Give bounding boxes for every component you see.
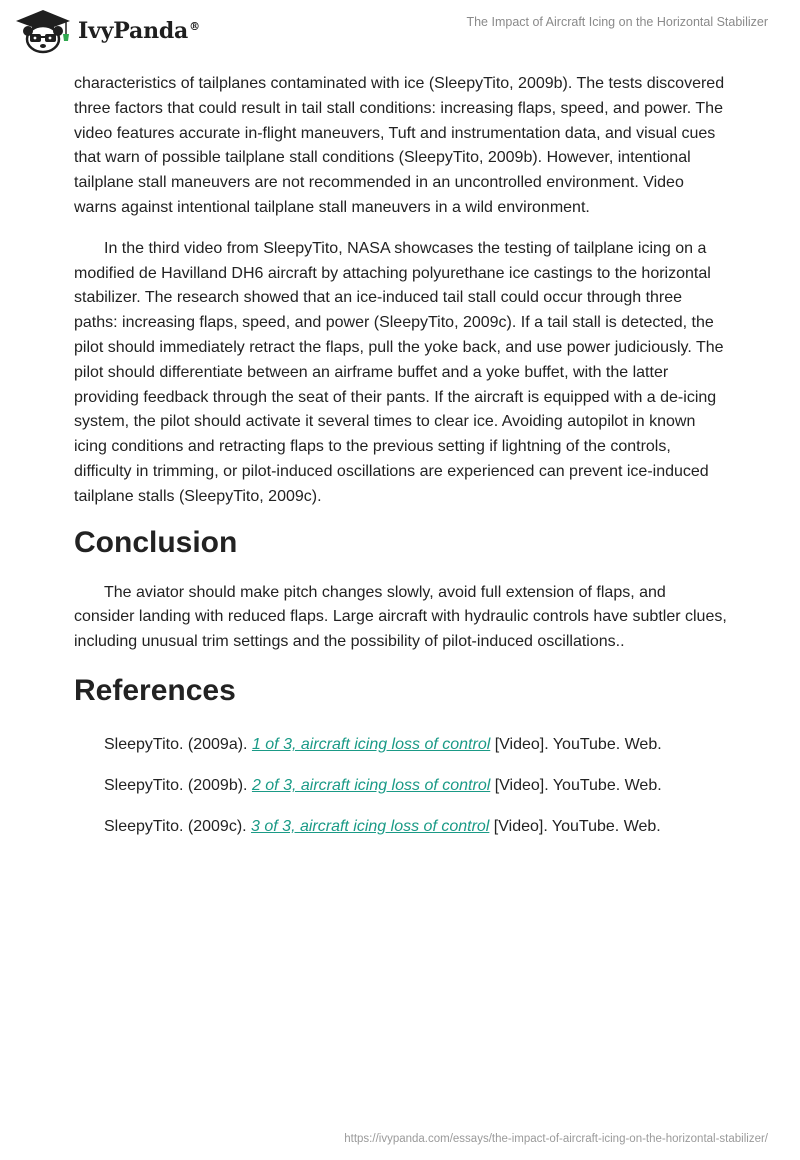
reference-link[interactable]: 1 of 3, aircraft icing loss of control	[251, 735, 491, 753]
reference-prefix: SleepyTito. (2009b).	[104, 776, 252, 794]
page-header	[0, 0, 800, 66]
reference-suffix: [Video]. YouTube. Web.	[490, 776, 662, 794]
essay-content	[74, 72, 730, 856]
panda-graduate-icon	[14, 8, 72, 54]
footer-url[interactable]: https://ivypanda.com/essays/the-impact-of-aircraft-icing-on-the-horizontal-stabilizer/	[344, 1133, 768, 1145]
references-list	[74, 733, 730, 839]
registered-mark: ®	[189, 19, 200, 33]
conclusion-paragraph: The aviator should make pitch changes slowly, avoid full extension of flaps, and consider landing with reduced flaps. Large aircraft with hydraulic controls have subtler clues, including unusual trim settings and the possibility of pilot-induced oscillations..	[74, 583, 727, 651]
reference-item	[104, 815, 730, 839]
brand-text: IvyPanda	[78, 18, 189, 44]
reference-suffix: [Video]. YouTube. Web.	[490, 735, 662, 753]
reference-prefix: SleepyTito. (2009c).	[104, 817, 252, 835]
conclusion-heading: Conclusion	[74, 525, 238, 559]
body-paragraph-2: In the third video from SleepyTito, NASA showcases the testing of tailplane icing on a modified de Havilland DH6 aircraft by attaching polyurethane ice castings to the horizontal stabilizer. The research showed that an ice-induced tail stall could occur through three paths: increasing flaps, speed, and power (SleepyTito, 2009c). If a tail stall is detected, the pilot should immediately retract the flaps, pull the yoke back, and use power judiciously. The pilot should differentiate between an airframe buffet and a yoke buffet, with the latter providing feedback through the seat of their pants. If the aircraft is equipped with a de-icing system, the pilot should activate it several times to clear ice. Avoiding autopilot in known icing conditions and retracting flaps to the previous setting if lightning of the controls, difficulty in trimming, or pilot-induced oscillations are experienced can prevent ice-induced tailplane stalls (SleepyTito, 2009c).	[74, 239, 724, 505]
reference-item	[104, 774, 730, 798]
brand-name	[78, 18, 200, 44]
body-paragraph-1: characteristics of tailplanes contaminated with ice (SleepyTito, 2009b). The tests discovered three factors that could result in tail stall conditions: increasing flaps, speed, and power. The video features accurate in-flight maneuvers, Tuft and instrumentation data, and visual cues that warn of possible tailplane stall conditions (SleepyTito, 2009b). However, intentional tailplane stall maneuvers are not recommended in an uncontrolled environment. Video warns against intentional tailplane stall maneuvers in a wild environment.	[74, 75, 725, 216]
reference-suffix: [Video]. YouTube. Web.	[489, 817, 661, 835]
running-title: The Impact of Aircraft Icing on the Horizontal Stabilizer	[466, 15, 768, 29]
reference-prefix: SleepyTito. (2009a).	[104, 735, 252, 753]
logo[interactable]	[14, 8, 200, 54]
references-heading: References	[74, 673, 236, 707]
reference-link[interactable]: 2 of 3, aircraft icing loss of control	[251, 776, 491, 794]
reference-link[interactable]: 3 of 3, aircraft icing loss of control	[251, 817, 490, 835]
reference-item	[104, 733, 730, 757]
